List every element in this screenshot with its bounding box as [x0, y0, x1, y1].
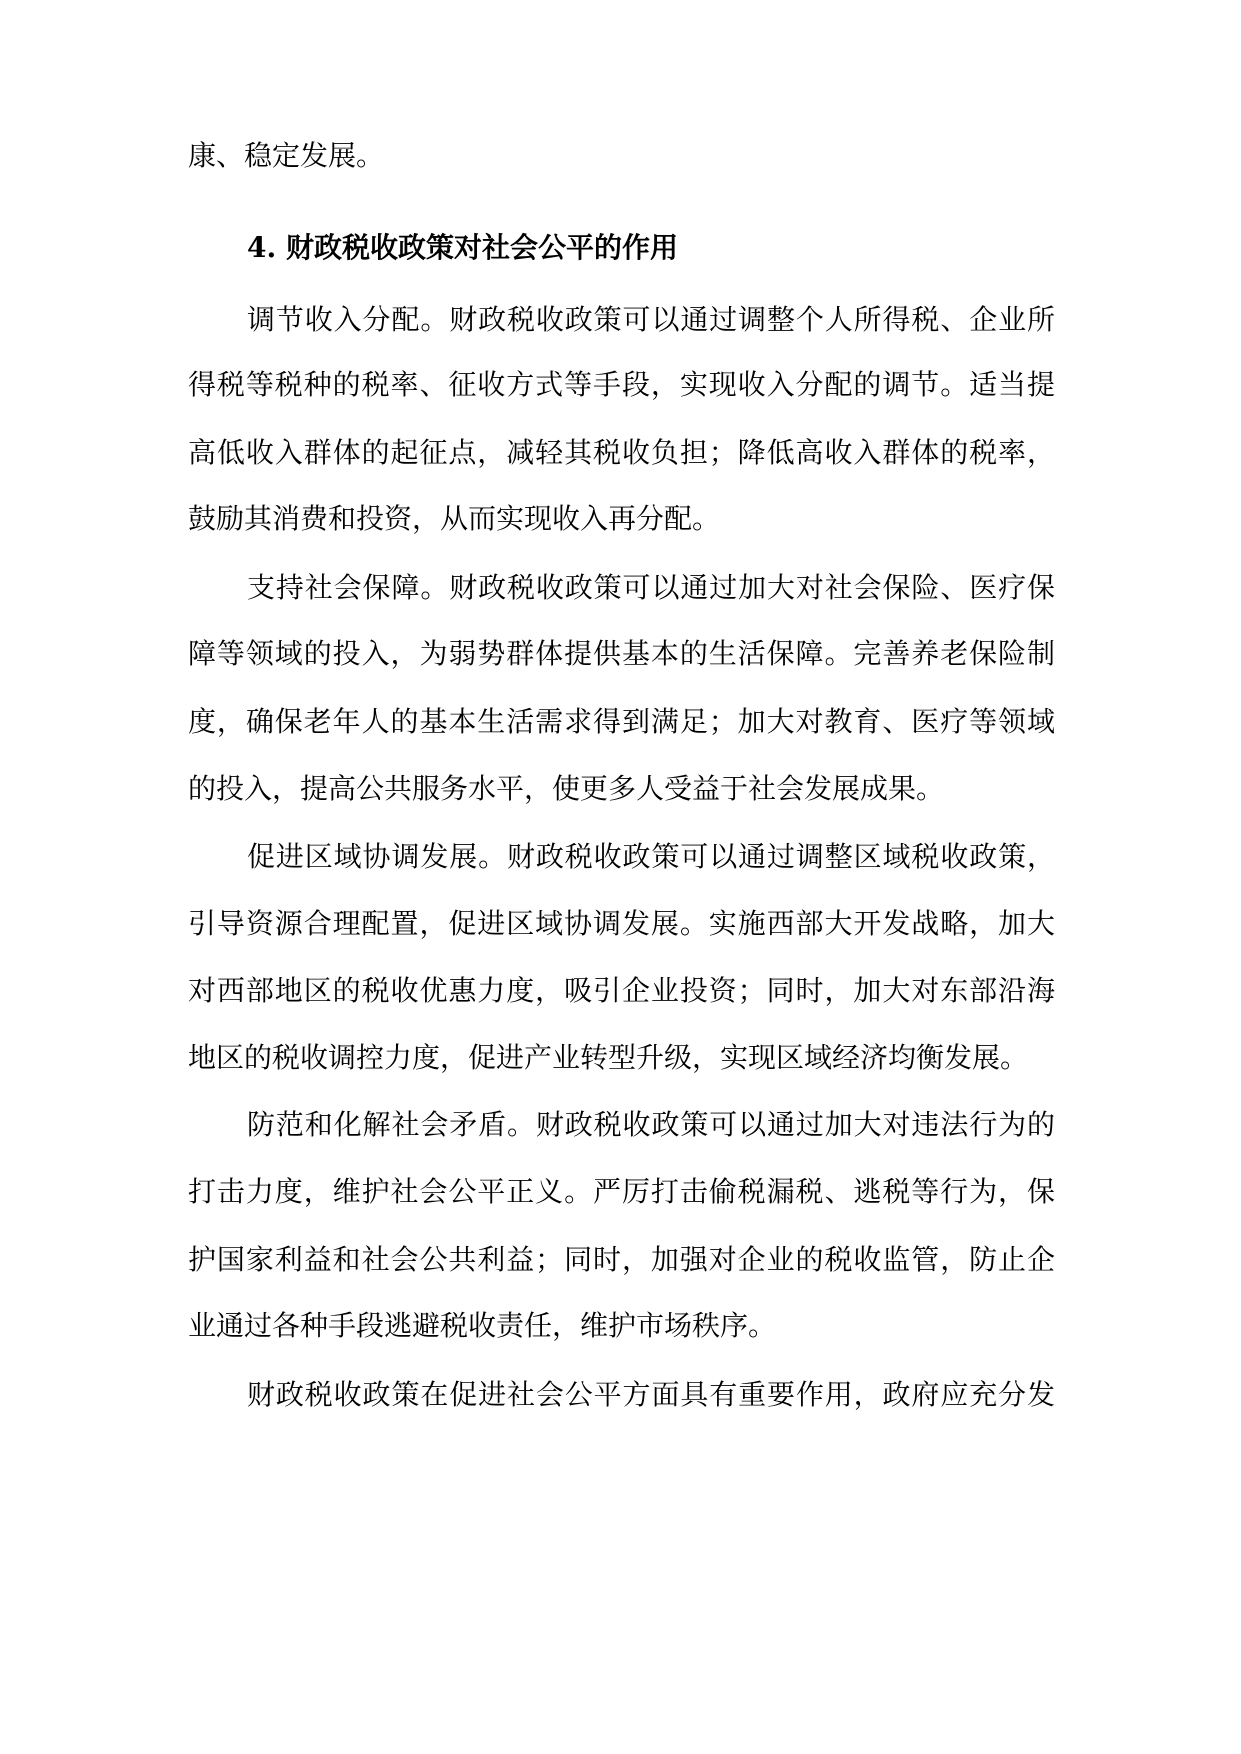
paragraph-line: 防范和化解社会矛盾。财政税收政策可以通过加大对违法行为的: [247, 1108, 1055, 1141]
paragraph-line: 业通过各种手段逃避税收责任，维护市场秩序。: [188, 1309, 777, 1342]
paragraph-line: 护国家利益和社会公共利益；同时，加强对企业的税收监管，防止企: [188, 1243, 1055, 1276]
paragraph-line: 财政税收政策在促进社会公平方面具有重要作用，政府应充分发: [247, 1378, 1055, 1411]
paragraph-line: 得税等税种的税率、征收方式等手段，实现收入分配的调节。适当提: [188, 368, 1055, 401]
paragraph-line: 度，确保老年人的基本生活需求得到满足；加大对教育、医疗等领域: [188, 705, 1055, 738]
paragraph-line: 促进区域协调发展。财政税收政策可以通过调整区域税收政策，: [247, 840, 1055, 873]
paragraph-line: 鼓励其消费和投资，从而实现收入再分配。: [188, 502, 721, 535]
paragraph-line: 康、稳定发展。: [188, 139, 385, 172]
paragraph-line: 支持社会保障。财政税收政策可以通过加大对社会保险、医疗保: [247, 571, 1055, 604]
paragraph-line: 对西部地区的税收优惠力度，吸引企业投资；同时，加大对东部沿海: [188, 974, 1055, 1007]
paragraph-line: 地区的税收调控力度，促进产业转型升级，实现区域经济均衡发展。: [188, 1041, 1029, 1074]
paragraph-line: 打击力度，维护社会公平正义。严厉打击偷税漏税、逃税等行为，保: [188, 1175, 1055, 1208]
paragraph-line: 障等领域的投入，为弱势群体提供基本的生活保障。完善养老保险制: [188, 637, 1055, 670]
paragraph-line: 的投入，提高公共服务水平，使更多人受益于社会发展成果。: [188, 772, 945, 805]
paragraph-line: 调节收入分配。财政税收政策可以通过调整个人所得税、企业所: [247, 303, 1055, 336]
paragraph-line: 高低收入群体的起征点，减轻其税收负担；降低高收入群体的税率，: [188, 436, 1055, 469]
section-heading: 4. 财政税收政策对社会公平的作用: [247, 231, 678, 264]
paragraph-line: 引导资源合理配置，促进区域协调发展。实施西部大开发战略，加大: [188, 907, 1055, 940]
